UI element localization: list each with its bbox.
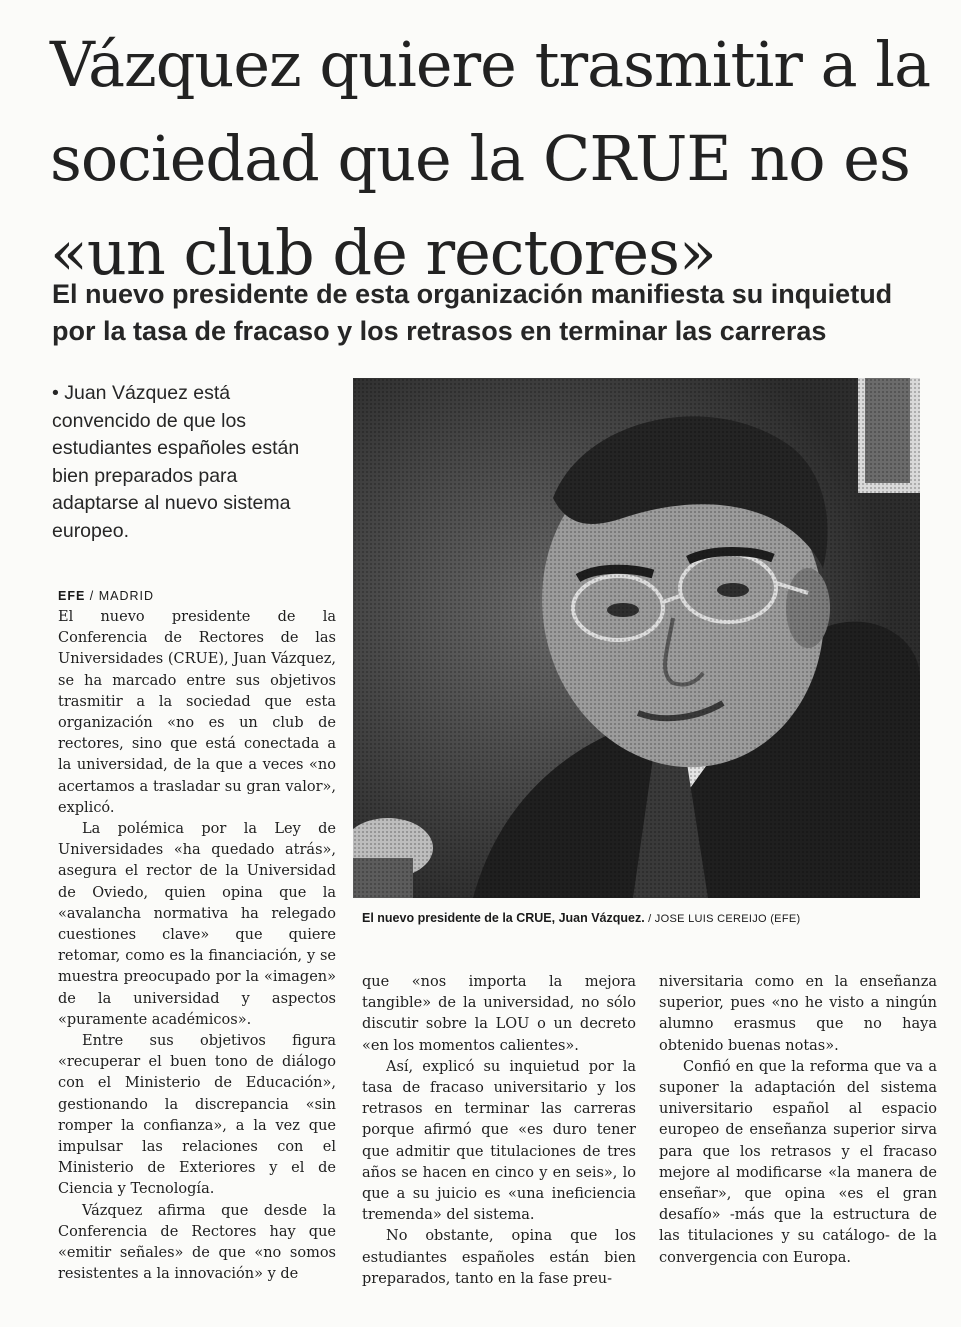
body-paragraph: Confió en que la reforma que va a suponer la adaptación del sistema universitario español al espacio europeo de enseñanza superior sirva para que los retrasos y el fracaso mejore al modificarse «la manera de enseñar», que opina «es el gran desafío» -más que la estructura de las titulaciones y su catálogo- de la convergencia con Europa. <box>659 1058 937 1266</box>
caption-text: El nuevo presidente de la CRUE, Juan Vázquez. <box>362 911 645 925</box>
body-paragraph: Vázquez afirma que desde la Conferencia de Rectores hay que «emitir señales» de que «no somos resistentes a la innovación» y de <box>58 1202 336 1283</box>
body-paragraph: Entre sus objetivos figura «recuperar el buen tono de diálogo con el Ministerio de Educación», gestionando la discrepancia «sin romper la confianza», a la vez que impulsar las relaciones con el Ministerio de Exteriores y el de Ciencia y Tecnología. <box>58 1033 336 1198</box>
body-paragraph: La polémica por la Ley de Universidades «ha quedado atrás», asegura el rector de la Universidad de Oviedo, quien opina que la «avalancha normativa ha relegado cuestiones clave» que quiere retomar, como es la financiación, y se muestra preocupado por la «imagen» de la universidad y aspectos «puramente académicos». <box>58 821 336 1028</box>
body-column-1 <box>58 607 336 1286</box>
body-column-2 <box>362 972 636 1290</box>
body-paragraph: que «nos importa la mejora tangible» de la universidad, no sólo discutir sobre la LOU o un decreto «en los momentos calientes». <box>362 974 636 1054</box>
byline <box>58 589 154 603</box>
byline-city: MADRID <box>98 589 155 603</box>
body-paragraph: Así, explicó su inquietud por la tasa de fracaso universitario y los retrasos en terminar las carreras porque afirmó que «es duro tener que admitir que titulaciones de tres años se hacen en cinco y en seis», lo que a su juicio es «una ineficiencia tremenda» del sistema. <box>362 1058 636 1224</box>
body-paragraph: niversitaria como en la enseñanza superior, pues «no he visto a ningún alumno erasmus que no haya obtenido buenas notas». <box>659 974 937 1054</box>
body-column-3 <box>659 972 937 1269</box>
byline-separator: / <box>85 589 99 603</box>
body-paragraph: No obstante, opina que los estudiantes españoles están bien preparados, tanto en la fase preu- <box>362 1228 636 1287</box>
byline-agency: EFE <box>58 589 86 603</box>
portrait-photo <box>353 378 920 898</box>
portrait-illustration <box>353 378 920 898</box>
photo-caption <box>362 910 942 927</box>
headline: Vázquez quiere trasmitir a la sociedad que la CRUE no es «un club de rectores» <box>50 28 931 289</box>
body-paragraph: El nuevo presidente de la Conferencia de Rectores de las Universidades (CRUE), Juan Vázquez, se ha marcado entre sus objetivos trasmitir a la sociedad que esta organización «no es un club de rectores, sino que está conectada a la universidad, de la que a veces «no acertamos a trasladar su gran valor», explicó. <box>58 609 336 816</box>
subheadline: El nuevo presidente de esta organización manifiesta su inquietud por la tasa de fracaso y los retrasos en terminar las carreras <box>52 279 893 346</box>
highlight-summary: • Juan Vázquez está convencido de que los estudiantes españoles están bien preparados para adaptarse al nuevo sistema europeo. <box>52 382 300 542</box>
photo-credit: / JOSE LUIS CEREIJO (EFE) <box>644 913 801 925</box>
